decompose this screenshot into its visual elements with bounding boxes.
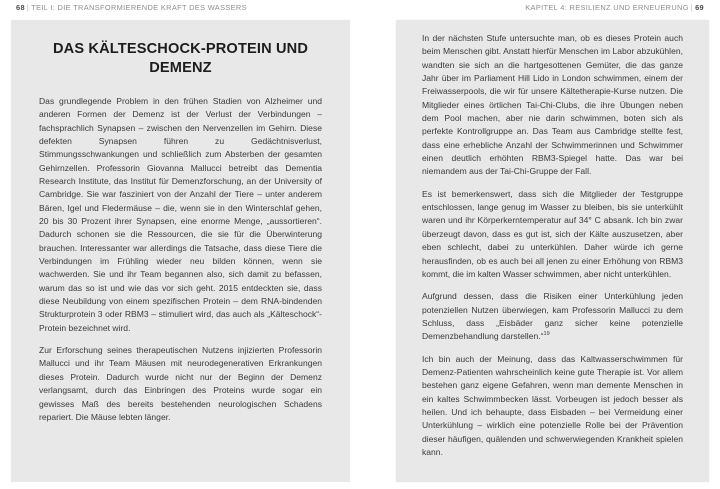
paragraph: In der nächsten Stufe untersuchte man, ob es dieses Protein auch beim Menschen gibt. Anstatt hierfür Menschen im Labor abzukühlen, wandten sie sich an die hartgesottenen Gemüter, die das ganze Jahr über im Parliament Hill Lido in London schwimmen, einem der Freiwasserpools, die wir für unsere Kältetherapie-Kurse nutzen. Die Mitglieder eines örtlichen Tai-Chi-Clubs, die ihre Übungen neben dem Pool machen, aber nie darin schwimmen, boten sich als perfekte Kontrollgruppe an. Das Team aus Cambridge stellte fest, dass eine erhebliche Anzahl der Schwimmerinnen und Schwimmer einen deutlich erhöhten RBM3-Spiegel hatte. Das war bei niemandem aus der Tai-Chi-Gruppe der Fall.	[422, 33, 683, 177]
paragraph: Zur Erforschung seines therapeutischen Nutzens injizierten Professorin Mallucci und ihr Team Mäusen mit neurodegenerativen Erkrankungen dieses Protein. Dadurch wurde nicht nur der Beginn der Demenz verlangsamt, durch das Einbringen des Proteins wurde sogar ein gewisses Maß des bereits bestehenden neurologischen Schadens repariert. Die Mäuse lebten länger.	[39, 345, 322, 422]
page-number-right: 69	[695, 3, 704, 12]
header-title-left: TEIL I: DIE TRANSFORMIERENDE KRAFT DES WASSERS	[31, 3, 247, 12]
paragraph: Es ist bemerkenswert, dass sich die Mitglieder der Testgruppe entschlossen, lange genug im Wasser zu bleiben, bis sie unterkühlt waren und ihr Körperkerntemperatur auf 34° C absank. Ich bin zwar überzeugt davon, dass es gut ist, sich der Kälte auszusetzen, aber eben schlecht, dabei zu unterkühlen. Daher würde ich gerne herausfinden, ob es auch bei all jenen zu einer Erhöhung von RBM3 kommt, die im kalten Wasser schwimmen, aber nicht unterkühlen.	[422, 188, 683, 279]
page-number-left: 68	[16, 3, 25, 12]
header-separator-left: |	[26, 3, 30, 12]
body-text-right	[422, 32, 683, 459]
paragraph-with-footnote	[422, 290, 683, 343]
paragraph-text: Aufgrund dessen, dass die Risiken einer Unterkühlung jeden potenziellen Nutzen überwiegen, kam Professorin Mallucci zu dem Schluss, dass „Eisbäder ganz sicher keine potenzielle Demenzbehandlung darstellen.“	[422, 291, 683, 342]
page-title: DAS KÄLTESCHOCK-PROTEIN UND DEMENZ	[52, 41, 309, 76]
running-header-left	[16, 3, 247, 12]
footnote-marker: 19	[543, 331, 550, 338]
paragraph: Das grundlegende Problem in den frühen Stadien von Alzheimer und anderen Formen der Demenz ist der Verlust der Verbindungen – fachsprachlich Synapsen – zwischen den Nervenzellen im Gehirn. Diese defekten Synapsen führen zu Gedächtnisverlust, Stimmungsschwankungen und schließlich zum Absterben der gesamten Gehirnzellen. Professorin Giovanna Mallucci betreibt das Dementia Research Institute, das Institut für Demenzforschung, an der University of Cambridge. Sie war fasziniert von der Anzahl der Tiere – unter anderem Bären, Igel und Fledermäuse – die, wenn sie in den Winterschlaf gehen, 20 bis 30 Prozent ihrer Synapsen, eine enorme Menge, „aussortieren“. Dadurch schonen sie die Ressourcen, die sie für die Überwinterung brauchen. Interessanter war allerdings die Tatsache, dass diese Tiere die Verbindungen im Frühling wieder neu bilden können, wenn sie wachwerden. Sie und ihr Team begannen also, sich damit zu befassen, warum das so ist und wie das vor sich geht. 2015 entdeckten sie, dass diese Neubildung von einem spezifischen Protein – dem RNA-bindenden Strukturprotein 3 oder RBM3 – stimuliert wird, das auch als „Kälteschock“- Protein bezeichnet wird.	[39, 95, 322, 333]
text-column-left	[39, 32, 322, 424]
running-header-right	[525, 3, 704, 12]
page-sheet-left	[11, 20, 350, 482]
page-sheet-right	[396, 20, 709, 482]
body-text-left	[39, 95, 322, 424]
header-separator-right: |	[690, 3, 694, 12]
text-column-right	[422, 32, 683, 459]
paragraph: Ich bin auch der Meinung, dass das Kaltwasserschwimmen für Demenz-Patienten wahrscheinlich keine gute Therapie ist. Vor allem bestehen ganz eigene Gefahren, wenn man demente Menschen in ein kaltes Schwimmbecken lässt. Vorbeugen ist jedoch besser als heilen. Und ich behaupte, dass Eisbaden – bei Vermeidung einer Unterkühlung – wirklich eine potenzielle Rolle bei der Prävention dieser häufigen, quälenden und schwerwiegenden Krankheit spielen kann.	[422, 353, 683, 457]
header-title-right: KAPITEL 4: RESILIENZ UND ERNEUERUNG	[525, 3, 689, 12]
